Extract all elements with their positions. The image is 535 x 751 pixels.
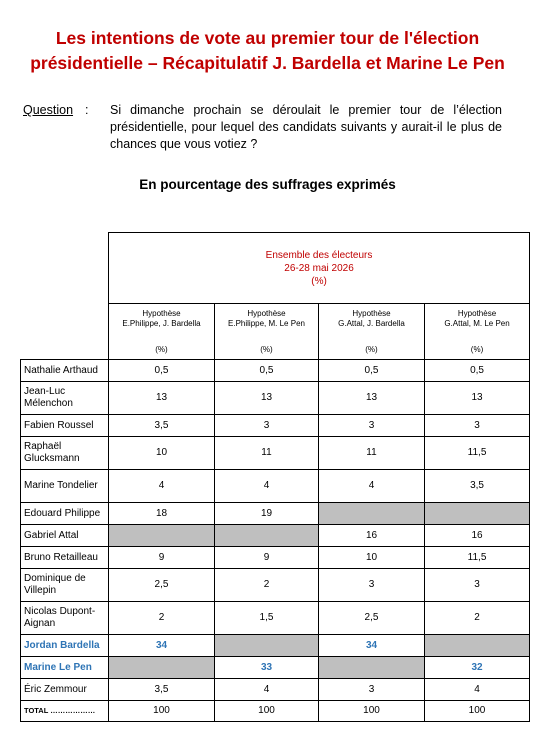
question-label: Question (23, 103, 74, 117)
empty-cell (215, 635, 319, 657)
empty-cell (425, 503, 530, 525)
hypothesis-header (425, 304, 530, 360)
value-cell: 32 (425, 657, 530, 679)
hypothesis-title: Hypothèse (142, 308, 181, 318)
population-header (109, 233, 530, 304)
value-cell: 1,5 (215, 602, 319, 635)
value-cell: 13 (109, 382, 215, 415)
population-unit: (%) (311, 275, 327, 287)
candidate-name: Nicolas Dupont-Aignan (21, 602, 109, 635)
candidate-name: Nathalie Arthaud (21, 360, 109, 382)
title-line-1: Les intentions de vote au premier tour de l'élection (55, 28, 480, 48)
value-cell: 2 (425, 602, 530, 635)
hypothesis-header (215, 304, 319, 360)
value-cell: 3,5 (425, 470, 530, 503)
value-cell: 16 (319, 525, 425, 547)
total-row (21, 701, 530, 722)
subtitle: En pourcentage des suffrages exprimés (139, 177, 396, 192)
hypothesis-header (319, 304, 425, 360)
value-cell: 11 (319, 437, 425, 470)
value-cell: 4 (215, 470, 319, 503)
empty-cell (319, 503, 425, 525)
empty-cell (319, 657, 425, 679)
population-label: Ensemble des électeurs (265, 249, 373, 261)
candidate-name: Raphaël Glucksmann (21, 437, 109, 470)
question-colon: : (85, 103, 89, 117)
value-cell: 18 (109, 503, 215, 525)
total-label-cell (21, 701, 109, 722)
value-cell: 16 (425, 525, 530, 547)
value-cell: 10 (109, 437, 215, 470)
table-row (21, 360, 530, 382)
table-row (21, 382, 530, 415)
hypothesis-header (109, 304, 215, 360)
hypothesis-candidates: G.Attal, J. Bardella (338, 318, 405, 328)
table-row (21, 437, 530, 470)
question-text: Si dimanche prochain se déroulait le premier tour de l’élection présidentielle, pour lequel des candidats suivants y aurait-il le plus de chances que vous votiez ? (110, 103, 502, 151)
value-cell: 11,5 (425, 547, 530, 569)
total-label: TOTAL ……………… (24, 706, 96, 715)
candidate-name: Dominique de Villepin (21, 569, 109, 602)
candidate-name: Jean-Luc Mélenchon (21, 382, 109, 415)
hypothesis-candidates: E.Philippe, M. Le Pen (228, 318, 305, 328)
value-cell: 34 (109, 635, 215, 657)
value-cell: 0,5 (109, 360, 215, 382)
table-row (21, 547, 530, 569)
hypothesis-title: Hypothèse (352, 308, 391, 318)
title-line-2: présidentielle – Récapitulatif J. Bardella et Marine Le Pen (30, 53, 505, 73)
hypothesis-title: Hypothèse (247, 308, 286, 318)
table-row (21, 679, 530, 701)
value-cell: 9 (109, 547, 215, 569)
table-row (21, 635, 530, 657)
candidate-name: Bruno Retailleau (21, 547, 109, 569)
empty-cell (109, 525, 215, 547)
value-cell: 10 (319, 547, 425, 569)
total-value: 100 (425, 701, 530, 722)
table-row (21, 470, 530, 503)
value-cell: 33 (215, 657, 319, 679)
candidate-name: Jordan Bardella (21, 635, 109, 657)
value-cell: 4 (425, 679, 530, 701)
value-cell: 13 (425, 382, 530, 415)
value-cell: 9 (215, 547, 319, 569)
value-cell: 0,5 (425, 360, 530, 382)
value-cell: 0,5 (319, 360, 425, 382)
table-row (21, 602, 530, 635)
value-cell: 3 (215, 415, 319, 437)
candidate-name: Éric Zemmour (21, 679, 109, 701)
value-cell: 4 (319, 470, 425, 503)
hypothesis-unit: (%) (260, 344, 273, 354)
table-row (21, 503, 530, 525)
total-value: 100 (319, 701, 425, 722)
total-value: 100 (215, 701, 319, 722)
value-cell: 3 (319, 679, 425, 701)
empty-cell (425, 635, 530, 657)
hypothesis-unit: (%) (155, 344, 168, 354)
value-cell: 2 (215, 569, 319, 602)
value-cell: 13 (215, 382, 319, 415)
hyp-corner-cell (21, 304, 109, 360)
candidate-name: Edouard Philippe (21, 503, 109, 525)
value-cell: 4 (215, 679, 319, 701)
candidate-name: Gabriel Attal (21, 525, 109, 547)
value-cell: 11,5 (425, 437, 530, 470)
empty-cell (109, 657, 215, 679)
hypothesis-title: Hypothèse (457, 308, 497, 318)
hypothesis-candidates: G.Attal, M. Le Pen (444, 318, 510, 328)
hypothesis-candidates: E.Philippe, J. Bardella (122, 318, 201, 328)
candidate-name: Fabien Roussel (21, 415, 109, 437)
table-row (21, 525, 530, 547)
value-cell: 13 (319, 382, 425, 415)
hypothesis-unit: (%) (365, 344, 378, 354)
page-title (0, 26, 535, 76)
value-cell: 2 (109, 602, 215, 635)
value-cell: 11 (215, 437, 319, 470)
survey-dates: 26-28 mai 2026 (284, 262, 354, 274)
value-cell: 3 (425, 415, 530, 437)
value-cell: 3 (319, 569, 425, 602)
value-cell: 2,5 (109, 569, 215, 602)
value-cell: 3 (425, 569, 530, 602)
value-cell: 3 (319, 415, 425, 437)
candidate-name: Marine Tondelier (21, 470, 109, 503)
value-cell: 0,5 (215, 360, 319, 382)
value-cell: 4 (109, 470, 215, 503)
value-cell: 2,5 (319, 602, 425, 635)
corner-cell (21, 233, 109, 304)
hypothesis-unit: (%) (470, 344, 484, 354)
value-cell: 3,5 (109, 415, 215, 437)
table-row (21, 657, 530, 679)
table-row (21, 415, 530, 437)
value-cell: 34 (319, 635, 425, 657)
candidate-name: Marine Le Pen (21, 657, 109, 679)
table-row (21, 569, 530, 602)
value-cell: 19 (215, 503, 319, 525)
total-value: 100 (109, 701, 215, 722)
results-table (20, 232, 530, 722)
empty-cell (215, 525, 319, 547)
value-cell: 3,5 (109, 679, 215, 701)
